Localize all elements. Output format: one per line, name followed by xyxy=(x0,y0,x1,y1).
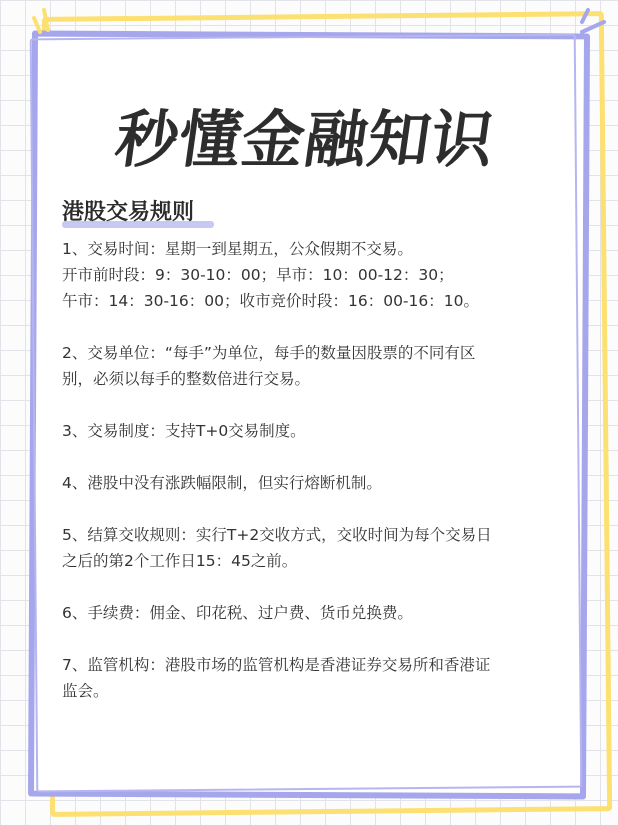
rule-item xyxy=(62,470,562,496)
rule-item xyxy=(62,522,562,574)
rule-line: 6、手续费：佣金、印花税、过户费、货币兑换费。 xyxy=(62,604,413,622)
subtitle: 港股交易规则 xyxy=(62,200,195,225)
rule-line: 1、交易时间：星期一到星期五，公众假期不交易。 xyxy=(62,240,413,258)
rule-line: 3、交易制度：支持T+0交易制度。 xyxy=(62,422,306,440)
rule-item xyxy=(62,418,562,444)
rule-line: 4、港股中没有涨跌幅限制，但实行熔断机制。 xyxy=(62,474,382,492)
rule-item xyxy=(62,340,562,392)
rule-line: 之后的第2个工作日15：45之前。 xyxy=(62,552,298,570)
rule-line: 别，必须以每手的整数倍进行交易。 xyxy=(62,370,311,388)
subtitle-block xyxy=(62,195,194,226)
page-title: 秒懂金融知识 xyxy=(111,103,500,176)
rule-line: 开市前时段：9：30-10：00；早市：10：00-12：30； xyxy=(62,266,454,284)
rule-line: 午市：14：30-16：00；收市竞价时段：16：00-16：10。 xyxy=(62,292,479,310)
sparkle-top-left-icon xyxy=(30,8,60,42)
rules-list xyxy=(62,236,562,730)
content-card xyxy=(36,40,576,780)
rule-line: 7、监管机构：港股市场的监管机构是香港证券交易所和香港证 xyxy=(62,656,491,674)
rule-item xyxy=(62,236,562,314)
rule-line: 2、交易单位：“每手”为单位，每手的数量因股票的不同有区 xyxy=(62,344,476,362)
sparkle-top-right-icon xyxy=(574,2,614,36)
rule-item xyxy=(62,600,562,626)
rule-line: 5、结算交收规则：实行T+2交收方式，交收时间为每个交易日 xyxy=(62,526,492,544)
rule-item xyxy=(62,652,562,704)
rule-line: 监会。 xyxy=(62,682,109,700)
